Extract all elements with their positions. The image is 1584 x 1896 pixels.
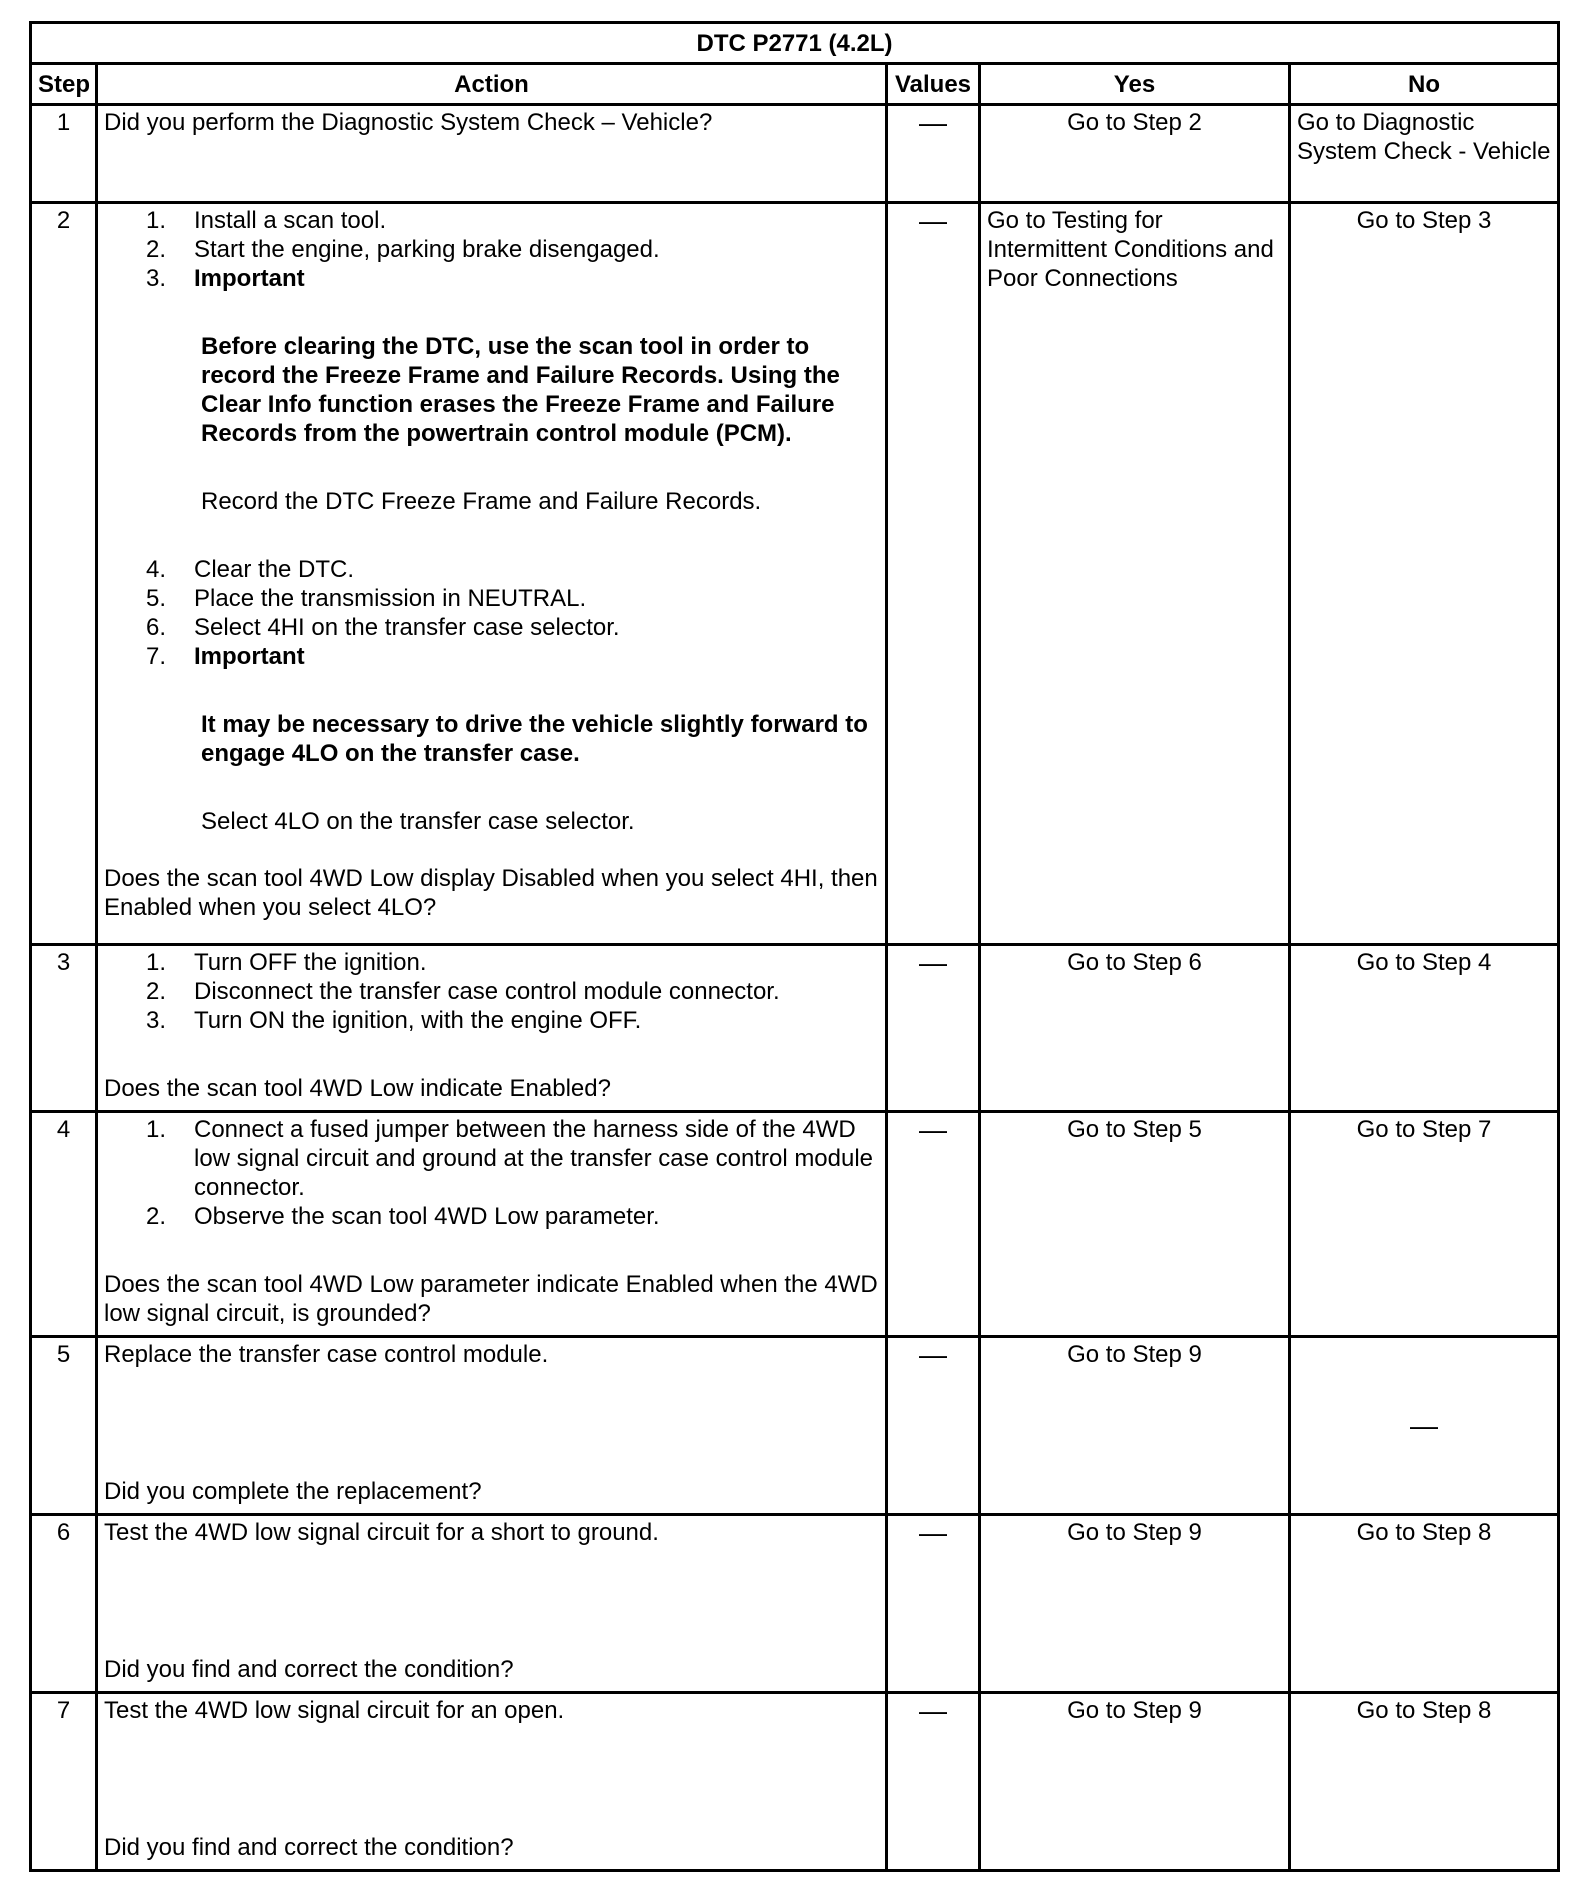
item-number: 7.	[145, 643, 166, 670]
item-text: Clear the DTC.	[194, 556, 355, 583]
no-cell: Go to Step 7	[1290, 1112, 1559, 1337]
item-number: 3.	[145, 1007, 166, 1034]
procedure-list	[104, 948, 879, 1035]
table-row	[31, 1515, 1559, 1693]
yes-cell: Go to Step 2	[980, 105, 1290, 203]
question-text: Did you find and correct the condition?	[104, 1834, 514, 1861]
important-note: It may be necessary to drive the vehicle slightly forward to engage 4LO on the transfer case.	[201, 711, 868, 767]
values-cell: —	[887, 1112, 980, 1337]
no-cell: Go to Step 4	[1290, 945, 1559, 1112]
step-number: 2	[31, 203, 97, 945]
action-text: Test the 4WD low signal circuit for an open.	[104, 1697, 565, 1724]
item-text: Turn OFF the ignition.	[194, 949, 427, 976]
list-item	[104, 235, 879, 264]
table-row	[31, 203, 1559, 945]
procedure-list	[104, 1115, 879, 1231]
item-text: Important	[194, 265, 305, 292]
item-number: 5.	[145, 585, 166, 612]
list-item	[104, 1115, 879, 1202]
item-text: Disconnect the transfer case control module connector.	[194, 978, 780, 1005]
values-cell: —	[887, 945, 980, 1112]
values-cell: —	[887, 1693, 980, 1871]
list-item	[104, 206, 879, 235]
list-item	[104, 584, 879, 613]
action-cell	[97, 1112, 887, 1337]
no-cell: Go to Step 8	[1290, 1693, 1559, 1871]
question-text: Does the scan tool 4WD Low indicate Enabled?	[104, 1075, 611, 1102]
values-cell: —	[887, 1515, 980, 1693]
item-text: Place the transmission in NEUTRAL.	[194, 585, 587, 612]
spacer	[104, 516, 879, 555]
question-text: Does the scan tool 4WD Low parameter indicate Enabled when the 4WD low signal circuit, is grounded?	[104, 1271, 878, 1327]
table-row	[31, 1337, 1559, 1515]
action-text: Replace the transfer case control module.	[104, 1341, 549, 1368]
item-number: 6.	[145, 614, 166, 641]
item-number: 2.	[145, 978, 166, 1005]
yes-cell: Go to Testing for Intermittent Conditions and Poor Connections	[980, 203, 1290, 945]
list-item	[104, 948, 879, 977]
item-number: 1.	[145, 949, 166, 976]
important-note: Before clearing the DTC, use the scan tool in order to record the Freeze Frame and Failure Records. Using the Clear Info function erases the Freeze Frame and Failure Records from the powertrain control module (PCM).	[201, 333, 840, 447]
step-number: 1	[31, 105, 97, 203]
item-number: 4.	[145, 556, 166, 583]
action-cell	[97, 1693, 887, 1871]
no-cell: —	[1290, 1337, 1559, 1515]
item-text: Start the engine, parking brake disengaged.	[194, 236, 660, 263]
yes-cell: Go to Step 9	[980, 1693, 1290, 1871]
list-item	[104, 642, 879, 671]
item-number: 2.	[145, 236, 166, 263]
question-text: Did you complete the replacement?	[104, 1478, 482, 1505]
header-values: Values	[887, 64, 980, 105]
item-number: 1.	[145, 207, 166, 234]
spacer	[104, 448, 879, 487]
question-text: Did you find and correct the condition?	[104, 1656, 514, 1683]
yes-cell: Go to Step 6	[980, 945, 1290, 1112]
item-number: 2.	[145, 1203, 166, 1230]
spacer	[104, 293, 879, 332]
spacer	[104, 836, 879, 864]
item-number: 3.	[145, 265, 166, 292]
list-item	[104, 613, 879, 642]
table-row	[31, 1112, 1559, 1337]
action-text: Did you perform the Diagnostic System Check – Vehicle?	[97, 105, 887, 203]
procedure-list	[104, 555, 879, 671]
yes-cell: Go to Step 9	[980, 1337, 1290, 1515]
values-cell: —	[887, 1337, 980, 1515]
item-text: Install a scan tool.	[194, 207, 387, 234]
action-cell	[97, 1515, 887, 1693]
no-cell: Go to Step 3	[1290, 203, 1559, 945]
step-number: 4	[31, 1112, 97, 1337]
action-cell	[97, 203, 887, 945]
step-number: 7	[31, 1693, 97, 1871]
header-action: Action	[97, 64, 887, 105]
step-number: 5	[31, 1337, 97, 1515]
item-text: Observe the scan tool 4WD Low parameter.	[194, 1203, 660, 1230]
table-row	[31, 1693, 1559, 1871]
title-row	[31, 23, 1559, 64]
header-no: No	[1290, 64, 1559, 105]
item-number: 1.	[145, 1116, 166, 1143]
no-cell: Go to Step 8	[1290, 1515, 1559, 1693]
item-text: Turn ON the ignition, with the engine OFF.	[194, 1007, 642, 1034]
list-item	[104, 1202, 879, 1231]
spacer	[104, 1231, 879, 1270]
yes-cell: Go to Step 5	[980, 1112, 1290, 1337]
procedure-list	[104, 206, 879, 293]
list-item	[104, 977, 879, 1006]
spacer	[104, 1035, 879, 1074]
action-cell	[97, 945, 887, 1112]
values-cell: —	[887, 105, 980, 203]
dtc-table	[29, 21, 1560, 1872]
spacer	[104, 768, 879, 807]
note-text: Record the DTC Freeze Frame and Failure Records.	[201, 488, 762, 515]
action-text: Test the 4WD low signal circuit for a short to ground.	[104, 1519, 659, 1546]
values-cell: —	[887, 203, 980, 945]
header-step: Step	[31, 64, 97, 105]
item-text: Connect a fused jumper between the harness side of the 4WD low signal circuit and ground at the transfer case control module connector.	[194, 1116, 874, 1201]
header-yes: Yes	[980, 64, 1290, 105]
list-item	[104, 1006, 879, 1035]
action-cell	[97, 1337, 887, 1515]
step-number: 6	[31, 1515, 97, 1693]
header-row	[31, 64, 1559, 105]
item-text: Select 4HI on the transfer case selector.	[194, 614, 620, 641]
step-number: 3	[31, 945, 97, 1112]
list-item	[104, 555, 879, 584]
question-text: Does the scan tool 4WD Low display Disabled when you select 4HI, then Enabled when you select 4LO?	[104, 865, 878, 921]
table-row	[31, 105, 1559, 203]
table-row	[31, 945, 1559, 1112]
table-title: DTC P2771 (4.2L)	[31, 23, 1559, 64]
no-cell: Go to Diagnostic System Check - Vehicle	[1290, 105, 1559, 203]
note-text: Select 4LO on the transfer case selector.	[201, 808, 635, 835]
item-text: Important	[194, 643, 305, 670]
yes-cell: Go to Step 9	[980, 1515, 1290, 1693]
list-item	[104, 264, 879, 293]
spacer	[104, 671, 879, 710]
